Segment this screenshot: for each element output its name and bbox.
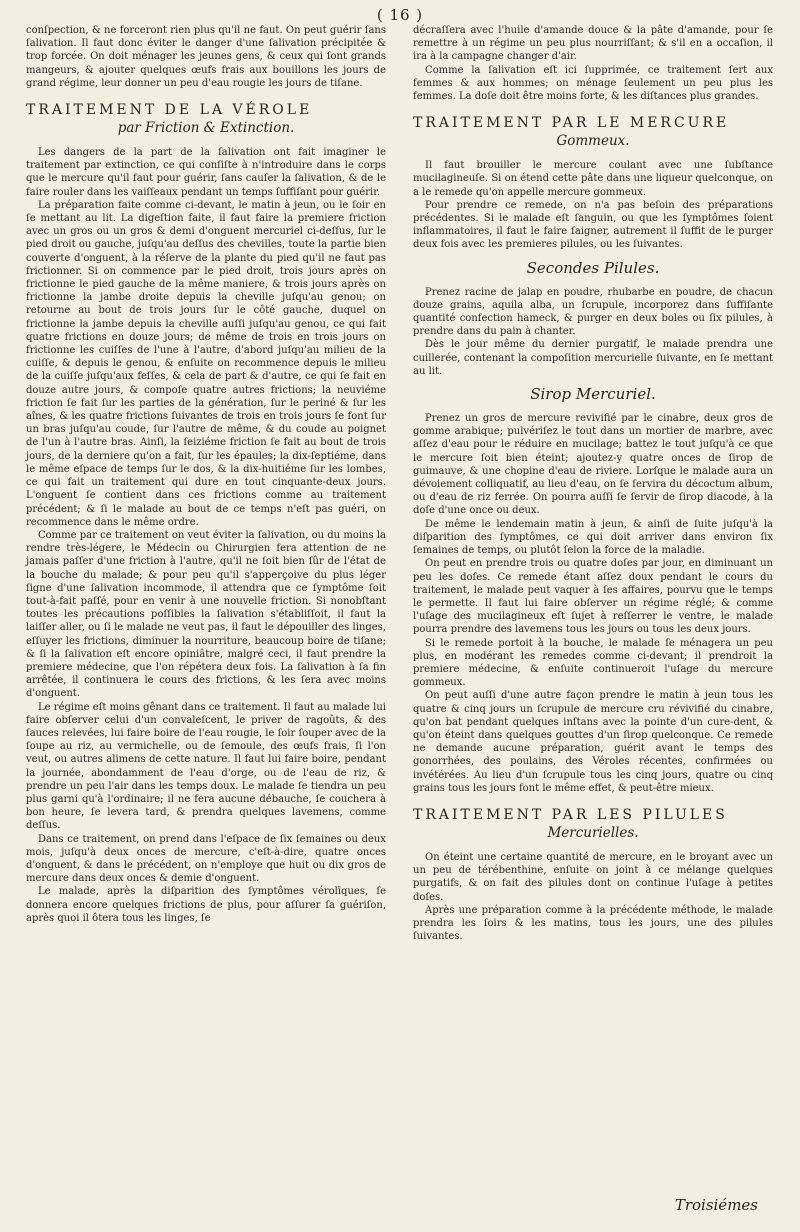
paragraph: Dans ce traitement, on prend dans l'eſpace de ſix ſemaines ou deux mois, juſqu'à deux onces de mercure, c'eſt-à-dire, quatre onces d'onguent, & dans le précédent, on n'employe que huit ou dix gros de mercure dans deux onces & demie d'onguent. [26, 833, 386, 885]
catchword: Troisiémes [674, 1196, 758, 1214]
section-heading: TRAITEMENT PAR LE MERCURE [413, 115, 730, 132]
paragraph: Comme par ce traitement on veut éviter la ſalivation, ou du moins la rendre très-légere, le Médecin ou Chirurgien fera attention de ne jamais paſſer d'une friction à l'autre, qu'il ne ſoit bien ſûr de l'état de la bouche du malade; & pour peu qu'il s'apperçoive du plus léger ſigne d'une ſalivation incommode, il attendra que ce ſymptôme ſoit tout-à-fait paſſé, pour en venir à une nouvelle friction. Si nonobſtant toutes les précautions poſſibles la ſalivation s'établiſſoit, il faut la laiſſer aller, ou ſi le malade ne veut pas, il faut le dépouiller des linges, eſſuyer les frictions, diminuer la nourriture, beaucoup boire de tiſane; & ſi la ſalivation eſt encore opiniâtre, malgré ceci, il faut prendre la premiere médecine, que l'on répétera deux fois. La ſalivation à ſa fin arrêtée, il continuera le cours des frictions, & les ſera avec moins d'onguent. [26, 529, 386, 700]
paragraph: La préparation faite comme ci-devant, le matin à jeun, ou le ſoir en ſe mettant au lit. La digeſtion faite, il faut faire la premiere friction avec un gros ou un gros & demi d'onguent mercuriel ci-deſſus, ſur le pied droit ou gauche, juſqu'au deſſus des chevilles, toute la partie bien couverte d'onguent, à la réſerve de la plante du pied qu'il ne faut pas frictionner. Si on commence par le pied droit, trois jours après on frictionne le pied gauche de la même maniere, & trois jours après on frictionne la jambe droite depuis la cheville juſqu'au genou; on retourne au bout de trois jours ſur le côté gauche, duquel on frictionne la jambe depuis la cheville auſſi juſqu'au genou, ce qui fait quatre frictions en douze jours; de même de trois en trois jours on frictionne les cuiſſes de l'une à l'autre, d'abord juſqu'au milieu de la cuiſſe, & depuis le genou, & enſuite on recommence depuis le milieu de la cuiſſe juſqu'aux feſſes, & cela de part & d'autre, ce qui ſe fait en douze autre jours, & compoſe quatre autres frictions; la neuviéme friction ſe fait ſur les parties de la génération, ſur le periné & ſur les aînes, & les quatre frictions ſuivantes de trois en trois jours ſe font ſur un bras juſqu'au coude, ſur l'autre de même, & du coude au poignet de l'un à l'autre bras. Ainſi, la ſeiziéme friction ſe fait au bout de trois jours, de la derniere qu'on a fait, ſur les épaules; la dix-ſeptiéme, dans le même eſpace de temps ſur le dos, & la dix-huitiéme ſur les lombes, ce qui fait un traitement qui dure en tout cinquante-deux jours. L'onguent ſe contient dans ces frictions comme au traitement précédent; & ſi le malade au bout de ce temps n'eſt pas guéri, on recommence dans le même ordre. [26, 199, 386, 528]
paragraph: Le régime eſt moins gênant dans ce traitement. Il faut au malade lui faire obſerver celui d'un convaleſcent, le priver de ragoûts, & des ſauces relevées, lui faire boire de l'eau rougie, le ſoir ſouper avec de la ſoupe au riz, au vermichelle, ou de ſemoule, des œufs frais, ſi l'on veut, ou autres alimens de cette nature. Il faut lui faire boire, pendant la journée, abondamment de l'eau d'orge, ou de l'eau de riz, & prendre un peu l'air dans les temps doux. Le malade ſe tiendra un peu plus garni qu'à l'ordinaire; il ne fera aucune débauche, ſe couchera à bon heure, ſe levera tard, & prendra quelques lavemens, comme deſſus. [26, 701, 386, 832]
page-number: ( 16 ) [376, 6, 424, 24]
paragraph: Comme la ſalivation eſt ici ſupprimée, ce traitement ſert aux femmes & aux hommes; on ménage ſeulement un peu plus les femmes. La doſe doit être moins forte, & les diſtances plus grandes. [413, 64, 773, 103]
paragraph: Pour prendre ce remede, on n'a pas beſoin des préparations précédentes. Si le malade eſt ſanguin, ou que les ſymptômes ſoient inflammatoires, il faut le faire ſaigner, autrement il ſuffit de le purger deux fois avec les premieres pilules, ou les ſuivantes. [413, 199, 773, 251]
paragraph: On peut en prendre trois ou quatre doſes par jour, en diminuant un peu les doſes. Ce remede étant aſſez doux pendant le cours du traitement, le malade peut vaquer à ſes affaires, pourvu que le temps le permette. Il faut lui faire obſerver un régime réglé; & comme l'uſage des mucilagineux eſt ſujet à reſſerrer le ventre, le malade pourra prendre des lavemens tous les jours ou tous les deux jours. [413, 558, 773, 636]
recipe-heading: Sirop Mercuriel. [530, 385, 656, 404]
left-column [26, 24, 386, 925]
section-heading: TRAITEMENT PAR LES PILULES [413, 806, 728, 823]
paragraph: conſpection, & ne forceront rien plus qu'il ne faut. On peut guérir ſans ſalivation. Il faut donc éviter le danger d'une ſalivation précipitée & trop forcée. On doit ménager les jeunes gens, & ceux qui ſont grands mangeurs, & ajouter quelques œufs frais aux bouillons les jours de grand régime, leur donner un peu d'eau rougie les jours de tiſane. [26, 25, 386, 89]
paragraph: décraſſera avec l'huile d'amande douce & la pâte d'amande, pour ſe remettre à un régime un peu plus nourriſſant; & s'il en a occaſion, il ira à la campagne changer d'air. [413, 25, 773, 63]
paragraph: Prenez un gros de mercure revivifié par le cinabre, deux gros de gomme arabique; pulvériſez le tout dans un mortier de marbre, avec aſſez d'eau pour le réduire en mucilage; battez le tout juſqu'à ce que le mercure ſoit bien éteint; ajoutez-y quatre onces de ſirop de guimauve, & une chopine d'eau de riviere. Lorſque le malade aura un dévoiement colliquatif, au lieu d'eau, on ſe ſervira du décoctum album, ou d'eau de riz ferrée. On pourra auſſi ſe ſervir de ſirop diacode, à la doſe d'une once ou deux. [413, 413, 773, 517]
paragraph: Les dangers de la part de la ſalivation ont fait imaginer le traitement par extinction, ce qui conſiſte à n'introduire dans le corps que le mercure qu'il faut pour guérir, ſans cauſer la ſalivation, & de le faire rouler dans les vaiſſeaux pendant un temps ſuffiſant pour guérir. [26, 147, 386, 198]
section-heading: TRAITEMENT DE LA VÉROLE [26, 102, 313, 119]
paragraph: Après une préparation comme à la précédente méthode, le malade prendra les ſoirs & les matins, tous les jours, une des pilules ſuivantes. [413, 904, 773, 943]
paragraph: On éteint une certaine quantité de mercure, en le broyant avec un un peu de térébenthine, enſuite on joint à ce mélange quelques purgatifs, & on fait des pilules dont on continue l'uſage à petites doſes. [413, 851, 773, 903]
right-column [413, 24, 773, 943]
recipe-heading: Secondes Pilules. [526, 258, 660, 277]
paragraph: Si le remede portoit à la bouche, le malade ſe ménagera un peu plus, en modérant les remedes comme ci-devant; il prendroit la premiere médecine, & enſuite continueroit l'uſage du mercure gommeux. [413, 637, 773, 689]
paragraph: Il faut brouiller le mercure coulant avec une ſubſtance mucilagineuſe. Si on étend cette pâte dans une liqueur quelconque, on a le remede qu'on appelle mercure gommeux. [413, 160, 773, 198]
paragraph: Le malade, après la diſparition des ſymptômes vérolīques, ſe donnera encore quelques frictions de plus, pour aſſurer ſa guériſon, après quoi il ôtera tous les linges, ſe [26, 886, 386, 924]
paragraph: On peut auſſi d'une autre façon prendre le matin à jeun tous les quatre & cinq jours un ſcrupule de mercure cru révivifié du cinabre, qu'on bat pendant quelques inſtans avec la pointe d'un cure-dent, & qu'on éteint dans quelques gouttes d'un ſirop quelconque. Ce remede ne demande aucune préparation, guérit avant le temps des gonorrhées, des poulains, des Véroles récentes, confirmées ou invétérées. Au lieu d'un ſcrupule tous les cinq jours, quatre ou cinq grains tous les jours font le même effet, & peut-être mieux. [413, 690, 773, 794]
paragraph: De même le lendemain matin à jeun, & ainſi de ſuite juſqu'à la diſparition des ſymptômes, ce qui doit arriver dans environ ſix ſemaines de temps, ou plutôt ſelon la force de la maladie. [413, 518, 773, 557]
section-subheading: Gommeux. [556, 133, 630, 150]
paragraph: Dès le jour même du dernier purgatif, le malade prendra une cuillerée, contenant la compoſition mercurielle ſuivante, en ſe mettant au lit. [413, 339, 773, 377]
section-subheading: Mercurielles. [547, 824, 639, 841]
section-subheading: par Friction & Extinction. [117, 120, 295, 137]
paragraph: Prenez racine de jalap en poudre, rhubarbe en poudre, de chacun douze grains, aquila alba, un ſcrupule, incorporez dans ſuffiſante quantité confection hameck, & purger en deux boles ou ſix pilules, à prendre dans du pain à chanter. [413, 286, 773, 338]
